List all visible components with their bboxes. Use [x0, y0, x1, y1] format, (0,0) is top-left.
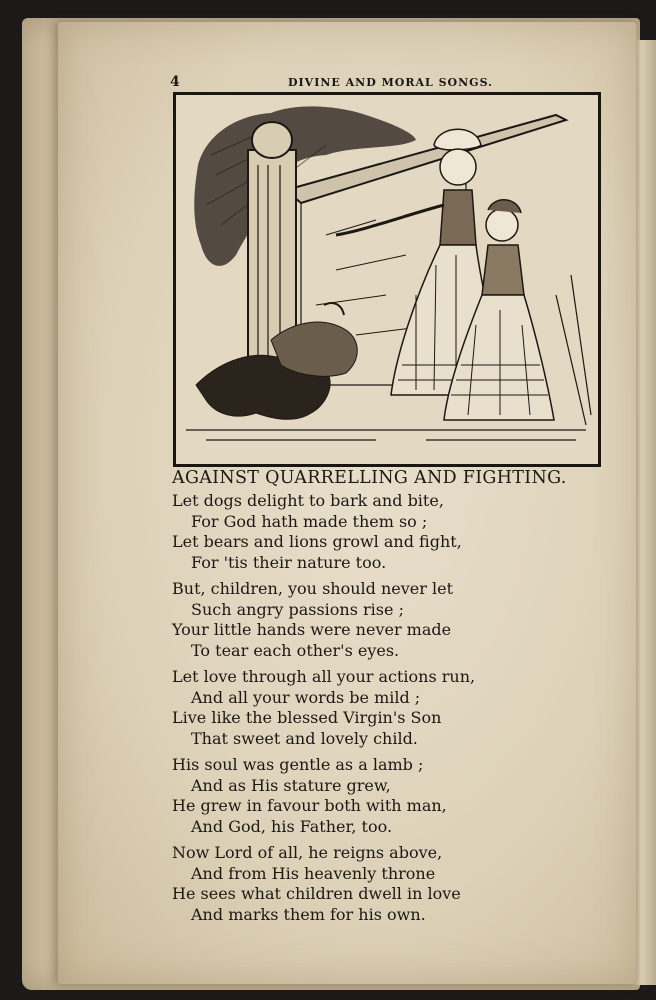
page-number: 4: [170, 74, 180, 90]
running-head: DIVINE AND MORAL SONGS.: [288, 76, 493, 89]
poem-line: And marks them for his own.: [191, 904, 426, 924]
poem-line: But, children, you should never let: [172, 579, 453, 598]
stanza: [172, 667, 612, 749]
poem-line: He grew in favour both with man,: [172, 796, 447, 815]
stanza: [172, 579, 612, 661]
poem-stanzas: [172, 491, 612, 925]
poem-line: Your little hands were never made: [172, 620, 452, 639]
poem-line: He sees what children dwell in love: [172, 884, 461, 903]
poem-line: For 'tis their nature too.: [191, 552, 387, 572]
poem-line: And as His stature grew,: [191, 775, 391, 795]
poem-line: And all your words be mild ;: [191, 687, 421, 707]
stanza: [172, 843, 612, 925]
poem-line: Let dogs delight to bark and bite,: [172, 491, 444, 510]
poem-line: Let love through all your actions run,: [172, 667, 476, 686]
poem-line: That sweet and lovely child.: [191, 728, 418, 748]
page-header: [170, 74, 600, 92]
stanza: [172, 755, 612, 837]
poem: [172, 468, 612, 931]
poem-line: His soul was gentle as a lamb ;: [172, 755, 424, 774]
woodcut-illustration: [173, 92, 601, 467]
poem-line: To tear each other's eyes.: [191, 640, 400, 660]
poem-line: And from His heavenly throne: [191, 863, 436, 883]
poem-line: And God, his Father, too.: [191, 816, 393, 836]
poem-line: Live like the blessed Virgin's Son: [172, 708, 442, 727]
stanza: [172, 491, 612, 573]
poem-line: Such angry passions rise ;: [191, 599, 404, 619]
illustration-drawing: [176, 95, 598, 464]
poem-line: For God hath made them so ;: [191, 511, 428, 531]
poem-line: Now Lord of all, he reigns above,: [172, 843, 443, 862]
poem-line: Let bears and lions growl and fight,: [172, 532, 462, 551]
poem-title: AGAINST QUARRELLING AND FIGHTING.: [172, 468, 567, 488]
